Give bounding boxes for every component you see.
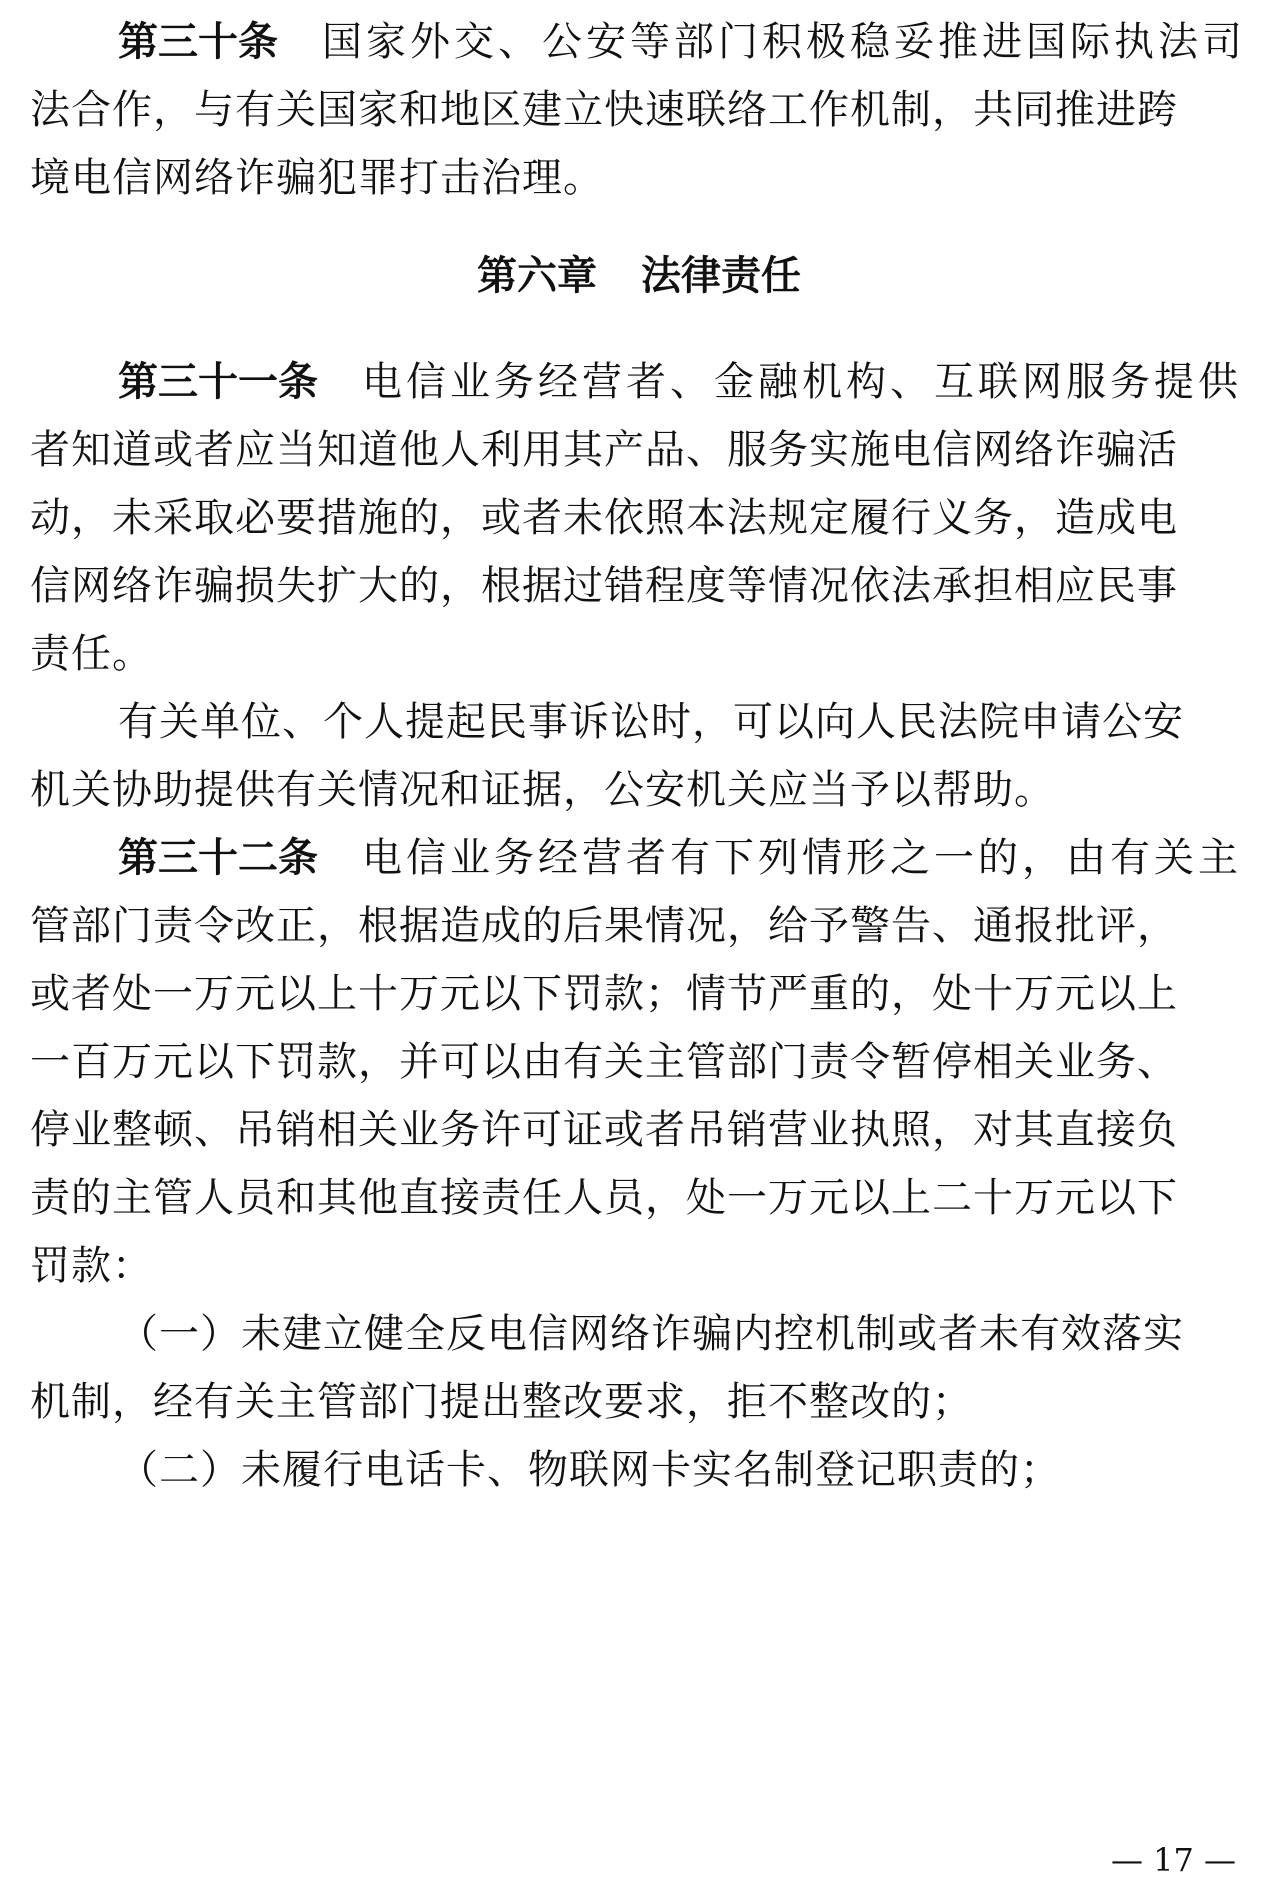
article-30-text: 国家外交、公安等部门积极稳妥推进国际执法司 [322, 19, 1246, 65]
article-32-line-3: 或者处一万元以上十万元以下罚款；情节严重的，处十万元以上 [30, 971, 1178, 1017]
article-32-line-4: 一百万元以下罚款，并可以由有关主管部门责令暂停相关业务、 [30, 1039, 1178, 1085]
article-32-item-1-line-2: 机制，经有关主管部门提出整改要求，拒不整改的； [30, 1379, 973, 1425]
article-31-line-1 [118, 352, 1250, 412]
article-30-line-2: 法合作，与有关国家和地区建立快速联络工作机制，共同推进跨 [30, 87, 1178, 133]
article-31-text: 电信业务经营者、金融机构、互联网服务提供 [362, 359, 1242, 405]
article-31-line-5: 责任。 [30, 631, 153, 677]
article-31-line-2: 者知道或者应当知道他人利用其产品、服务实施电信网络诈骗活 [30, 427, 1178, 473]
article-32-line-7: 罚款： [30, 1243, 153, 1289]
article-30-line-1 [118, 12, 1250, 72]
article-31-label: 第三十一条 [118, 359, 318, 405]
article-32-line-1 [118, 828, 1250, 888]
article-32-line-6: 责的主管人员和其他直接责任人员，处一万元以上二十万元以下 [30, 1175, 1178, 1221]
page-number: — 17 — [1110, 1841, 1236, 1879]
article-32-label: 第三十二条 [118, 835, 318, 881]
article-30-label: 第三十条 [118, 19, 278, 65]
article-32-line-5: 停业整顿、吊销相关业务许可证或者吊销营业执照，对其直接负 [30, 1107, 1178, 1153]
article-31-para-2-line-2: 机关协助提供有关情况和证据，公安机关应当予以帮助。 [30, 767, 1055, 813]
chapter-number: 第六章 [477, 253, 597, 299]
article-32-text: 电信业务经营者有下列情形之一的，由有关主 [362, 835, 1242, 881]
chapter-heading [0, 246, 1278, 306]
article-32-item-2-line-1: （二）未履行电话卡、物联网卡实名制登记职责的； [118, 1447, 1061, 1493]
article-31-line-3: 动，未采取必要措施的，或者未依照本法规定履行义务，造成电 [30, 495, 1178, 541]
article-32-item-1-line-1: （一）未建立健全反电信网络诈骗内控机制或者未有效落实 [118, 1311, 1184, 1357]
article-31-para-2-line-1: 有关单位、个人提起民事诉讼时，可以向人民法院申请公安 [118, 699, 1184, 745]
article-30-line-3: 境电信网络诈骗犯罪打击治理。 [30, 155, 604, 201]
article-31-line-4: 信网络诈骗损失扩大的，根据过错程度等情况依法承担相应民事 [30, 563, 1178, 609]
article-32-line-2: 管部门责令改正，根据造成的后果情况，给予警告、通报批评， [30, 903, 1178, 949]
chapter-title: 法律责任 [641, 253, 801, 299]
